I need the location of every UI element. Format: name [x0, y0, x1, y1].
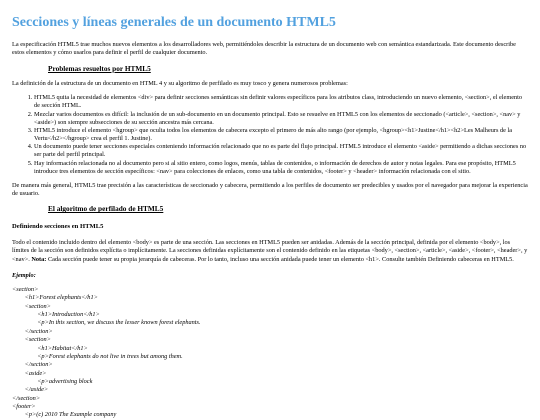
code-line: </aside> — [12, 386, 49, 394]
paragraph-text-note: Cada sección puede tener su propia jerarquía de cabeceras. Por lo tanto, incluso una sección anidada puede tener un elemento <h1>. Consulte también Definiendo cabeceras en HTML5. — [46, 255, 514, 263]
note-label: Nota: — [31, 255, 47, 263]
code-line: <h1>Introduction</h1> — [12, 311, 100, 319]
list-item: 1. HTML5 quita la necesidad de elementos <div> para definir secciones semánticas sin definir valores específicos para los atributos class, introduciendo un nuevo elemento, <section>, el elemento de sección HTML. — [34, 94, 528, 110]
list-item: 4. Un documento puede tener secciones especiales conteniendo información relacionado que no es parte del flujo principal. HTML5 introduce el elemento <aside> permitiendo a dichas secciones no ser parte del perfil principal. — [34, 143, 528, 159]
code-line: <p>Forest elephants do not live in trees but among them. — [12, 352, 183, 360]
code-line: <h1>Forest elephants</h1> — [12, 294, 98, 302]
page-title: Secciones y líneas generales de un documento HTML5 — [12, 15, 336, 30]
code-line: <section> — [12, 285, 39, 293]
intro-paragraph: La especificación HTML5 trae muchos nuevos elementos a los desarrolladores web, permitiéndoles describir la estructura de un documento web con semántica estandarizada. Este documento describe estos elementos y cómo usarlos para definir el perfil de cualquier documento. — [12, 41, 516, 57]
list-item: 2. Mezclar varios documentos es difícil: la inclusión de un sub-documento en un documento principal. Esto se resuelve en HTML5 con los elementos de seccionado (<article>, <section>, <nav> y <aside>) son siempre subsecciones de su sección ancestra más cercana. — [34, 111, 528, 127]
code-line: <section> — [12, 302, 51, 310]
code-line: <section> — [12, 336, 51, 344]
problems-closing-paragraph: De manera más general, HTML5 trae precisión a las características de seccionado y cabecera, permitiendo a los perfiles de documento ser predecibles y usados por el navegador para mejorar la experiencia de usuario. — [12, 181, 528, 198]
code-line: </section> — [12, 394, 41, 402]
code-line: <p>(c) 2010 The Example company — [12, 411, 117, 419]
code-line: </section> — [12, 327, 53, 335]
code-line: <aside> — [12, 369, 47, 377]
code-line: <h1>Habitat</h1> — [12, 344, 88, 352]
code-example — [12, 286, 528, 420]
list-item: 5. Hay información relacionada no al documento pero si al sitio entero, como logos, menús, tablas de contenidos, o información de derechos de autor y notas legales. Para ese propósito, HTML5 introduce tres elementos de sección específicos: <nav> para colecciones de enlaces, como una tabla de contenidos, <footer> y <header> información relacionada con el sitio. — [34, 160, 528, 176]
example-label: Ejemplo: — [12, 271, 36, 279]
subheading-defining-sections: Definiendo secciones en HTML5 — [12, 222, 104, 230]
code-line: <p>In this section, we discuss the lesser known forest elephants. — [12, 319, 201, 327]
list-item: 3. HTML5 introduce el elemento <hgroup> que oculta todos los elementos de cabecera excepto el primero de más alto rango (por ejemplo, <hgroup><h1>Justine</h1><h2>Les Malheurs de la Vertu</h2></hgroup> crea el perfil 1. Justine). — [34, 127, 528, 143]
defining-sections-paragraph — [12, 239, 528, 264]
problems-list — [12, 94, 528, 176]
section-heading-algorithm: El algoritmo de perfilado de HTML5 — [48, 204, 164, 214]
code-line: <footer> — [12, 403, 36, 411]
paragraph-text: Todo el contenido incluido dentro del elemento <body> es parte de una sección. Las secciones en HTML5 pueden ser anidadas. Además de la sección principal, definida por el elemento <body>, los límites de la sección son definidos explícita o implícitamente. La secciones definidas explícitamente son el contenido definido en las etiquetas <body>, <section>, <article>, <aside>, <footer>, <header>, y <nav>. — [12, 239, 528, 263]
code-line: <p>advertising block — [12, 377, 93, 385]
section-heading-problems: Problemas resueltos por HTML5 — [48, 63, 151, 73]
problems-lead-paragraph: La definición de la estructura de un documento en HTML 4 y su algoritmo de perfilado es muy tosco y genera numerosos problemas: — [12, 80, 348, 88]
code-line: </section> — [12, 361, 53, 369]
